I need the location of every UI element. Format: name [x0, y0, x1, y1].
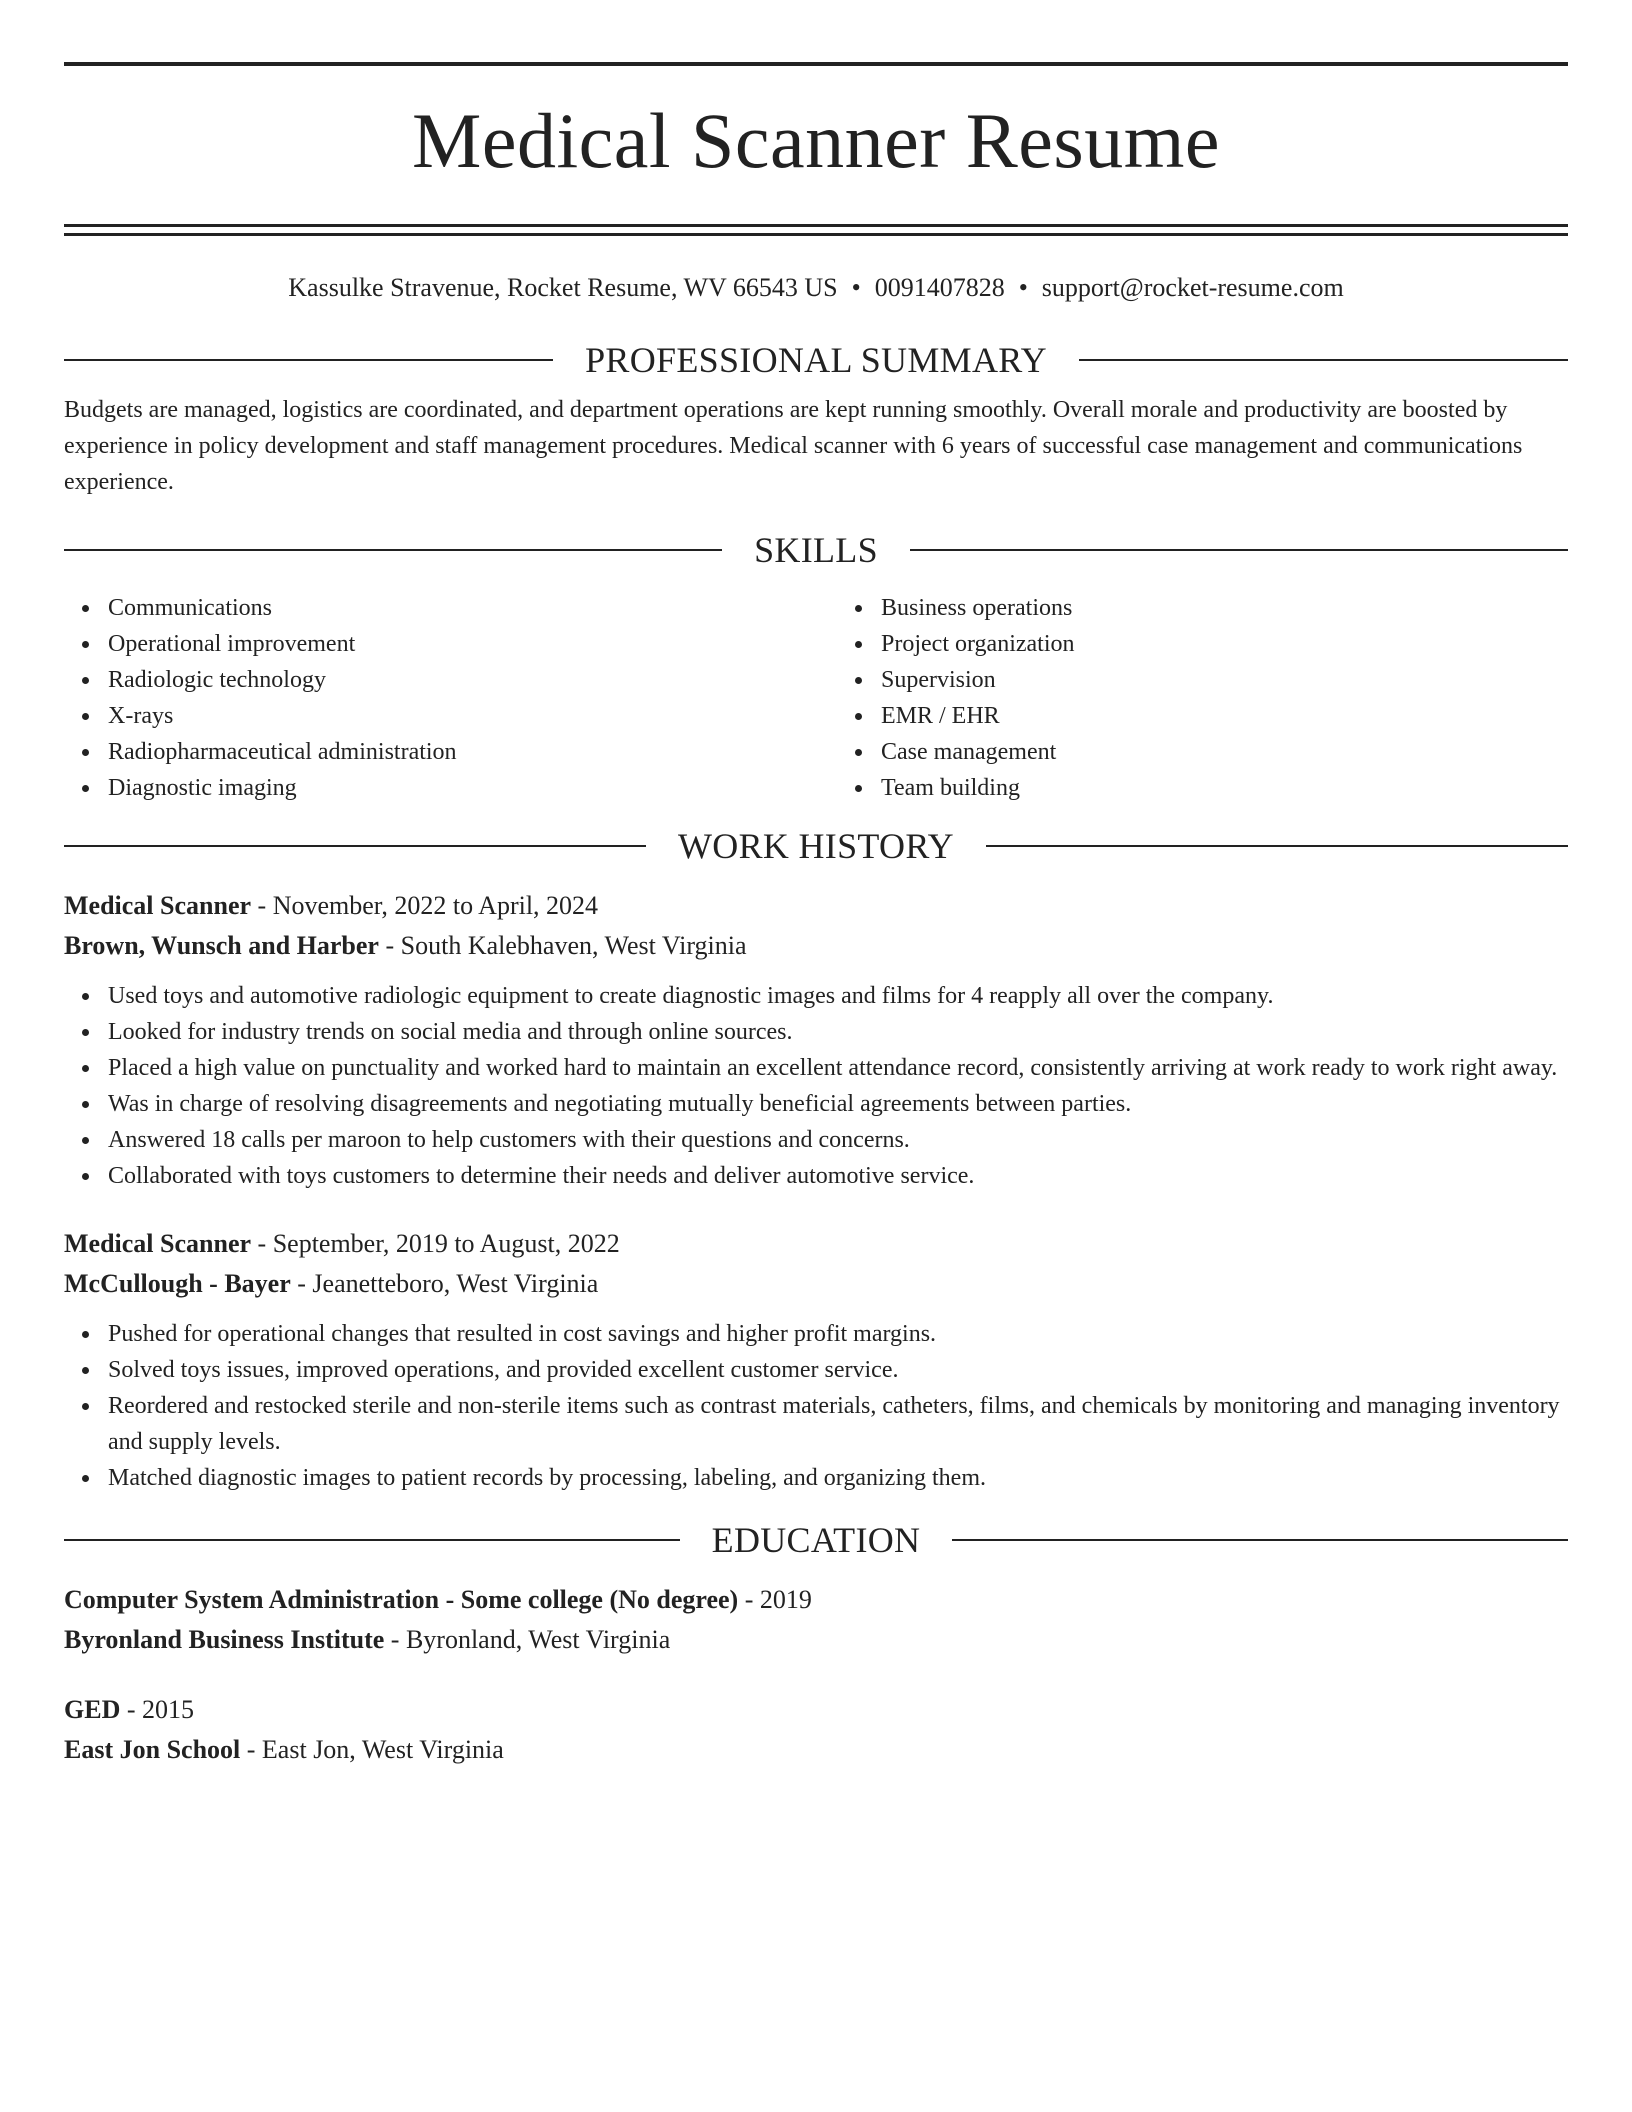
education-entry [64, 1580, 1568, 1660]
job-location: - Jeanetteboro, West Virginia [290, 1269, 599, 1298]
work-heading [64, 824, 1568, 868]
title-rule-second [64, 233, 1568, 236]
education-school: East Jon School [64, 1735, 241, 1764]
education-year: - 2015 [120, 1695, 195, 1724]
contact-address: Kassulke Stravenue, Rocket Resume, WV 66543 US [288, 273, 838, 302]
skill-item: Radiologic technology [108, 662, 795, 698]
job-bullet: Solved toys issues, improved operations, and provided excellent customer service. [108, 1352, 1568, 1388]
resume-page [64, 62, 1568, 1770]
skill-item: Operational improvement [108, 626, 795, 662]
heading-rule [64, 845, 646, 847]
contact-separator: • [1018, 273, 1028, 302]
skills-column-right [795, 590, 1568, 806]
contact-email: support@rocket-resume.com [1041, 273, 1344, 302]
top-rule [64, 62, 1568, 66]
job-bullet: Was in charge of resolving disagreements and negotiating mutually beneficial agreements between parties. [108, 1086, 1568, 1122]
skill-item: Case management [881, 734, 1568, 770]
job-title-line [64, 886, 1568, 926]
job-bullet: Matched diagnostic images to patient records by processing, labeling, and organizing them. [108, 1460, 1568, 1496]
summary-heading-label: PROFESSIONAL SUMMARY [585, 340, 1047, 380]
education-heading [64, 1518, 1568, 1562]
heading-rule [952, 1539, 1568, 1541]
heading-rule [910, 549, 1568, 551]
education-school-line [64, 1620, 1568, 1660]
job-bullet: Answered 18 calls per maroon to help customers with their questions and concerns. [108, 1122, 1568, 1158]
education-school-line [64, 1730, 1568, 1770]
skills-heading [64, 528, 1568, 572]
education-degree-line [64, 1690, 1568, 1730]
contact-separator: • [851, 273, 861, 302]
job-company-line [64, 1264, 1568, 1304]
job-bullets [64, 978, 1568, 1194]
summary-text: Budgets are managed, logistics are coordinated, and department operations are kept running smoothly. Overall morale and productivity are boosted by experience in policy development and staff management procedures. Medical scanner with 6 years of successful case management and communications experience. [64, 397, 1523, 495]
job-bullet: Collaborated with toys customers to determine their needs and deliver automotive service. [108, 1158, 1568, 1194]
job-company: McCullough - Bayer [64, 1269, 291, 1298]
heading-rule [64, 359, 553, 361]
skill-item: Project organization [881, 626, 1568, 662]
job-bullet: Reordered and restocked sterile and non-sterile items such as contrast materials, catheters, films, and chemicals by monitoring and managing inventory and supply levels. [108, 1388, 1568, 1460]
job-title-line [64, 1224, 1568, 1264]
education-degree-line [64, 1580, 1568, 1620]
education-entry [64, 1690, 1568, 1770]
heading-rule [986, 845, 1568, 847]
work-heading-label: WORK HISTORY [678, 826, 954, 866]
skill-item: X-rays [108, 698, 795, 734]
job-bullet: Looked for industry trends on social media and through online sources. [108, 1014, 1568, 1050]
education-school: Byronland Business Institute [64, 1625, 385, 1654]
job-title: Medical Scanner [64, 891, 252, 920]
contact-phone: 0091407828 [874, 273, 1005, 302]
title-rule [64, 224, 1568, 227]
job-company: Brown, Wunsch and Harber [64, 931, 379, 960]
skill-item: EMR / EHR [881, 698, 1568, 734]
contact-line [64, 270, 1568, 306]
heading-rule [64, 1539, 680, 1541]
resume-title: Medical Scanner Resume [411, 97, 1221, 184]
education-heading-label: EDUCATION [711, 1520, 921, 1560]
job-bullet: Placed a high value on punctuality and worked hard to maintain an excellent attendance record, consistently arriving at work ready to work right away. [108, 1050, 1568, 1086]
education-location: - Byronland, West Virginia [384, 1625, 671, 1654]
skill-item: Team building [881, 770, 1568, 806]
job-bullet: Used toys and automotive radiologic equipment to create diagnostic images and films for 4 reapply all over the company. [108, 978, 1568, 1014]
skill-item: Supervision [881, 662, 1568, 698]
job-company-line [64, 926, 1568, 966]
job-dates: - November, 2022 to April, 2024 [251, 891, 599, 920]
job-bullets [64, 1316, 1568, 1496]
skill-item: Diagnostic imaging [108, 770, 795, 806]
job-entry [64, 1224, 1568, 1496]
skill-item: Business operations [881, 590, 1568, 626]
heading-rule [1079, 359, 1568, 361]
job-dates: - September, 2019 to August, 2022 [251, 1229, 620, 1258]
job-entry [64, 886, 1568, 1194]
summary-heading [64, 338, 1568, 382]
skills-column-left [64, 590, 795, 806]
skill-item: Radiopharmaceutical administration [108, 734, 795, 770]
skills-list [64, 590, 1568, 806]
heading-rule [64, 549, 722, 551]
job-location: - South Kalebhaven, West Virginia [378, 931, 747, 960]
education-degree: GED [64, 1695, 121, 1724]
education-location: - East Jon, West Virginia [240, 1735, 504, 1764]
job-title: Medical Scanner [64, 1229, 252, 1258]
skill-item: Communications [108, 590, 795, 626]
job-bullet: Pushed for operational changes that resulted in cost savings and higher profit margins. [108, 1316, 1568, 1352]
education-year: - 2019 [738, 1585, 812, 1614]
education-degree: Computer System Administration - Some college (No degree) [64, 1585, 739, 1614]
skills-heading-label: SKILLS [754, 530, 878, 570]
